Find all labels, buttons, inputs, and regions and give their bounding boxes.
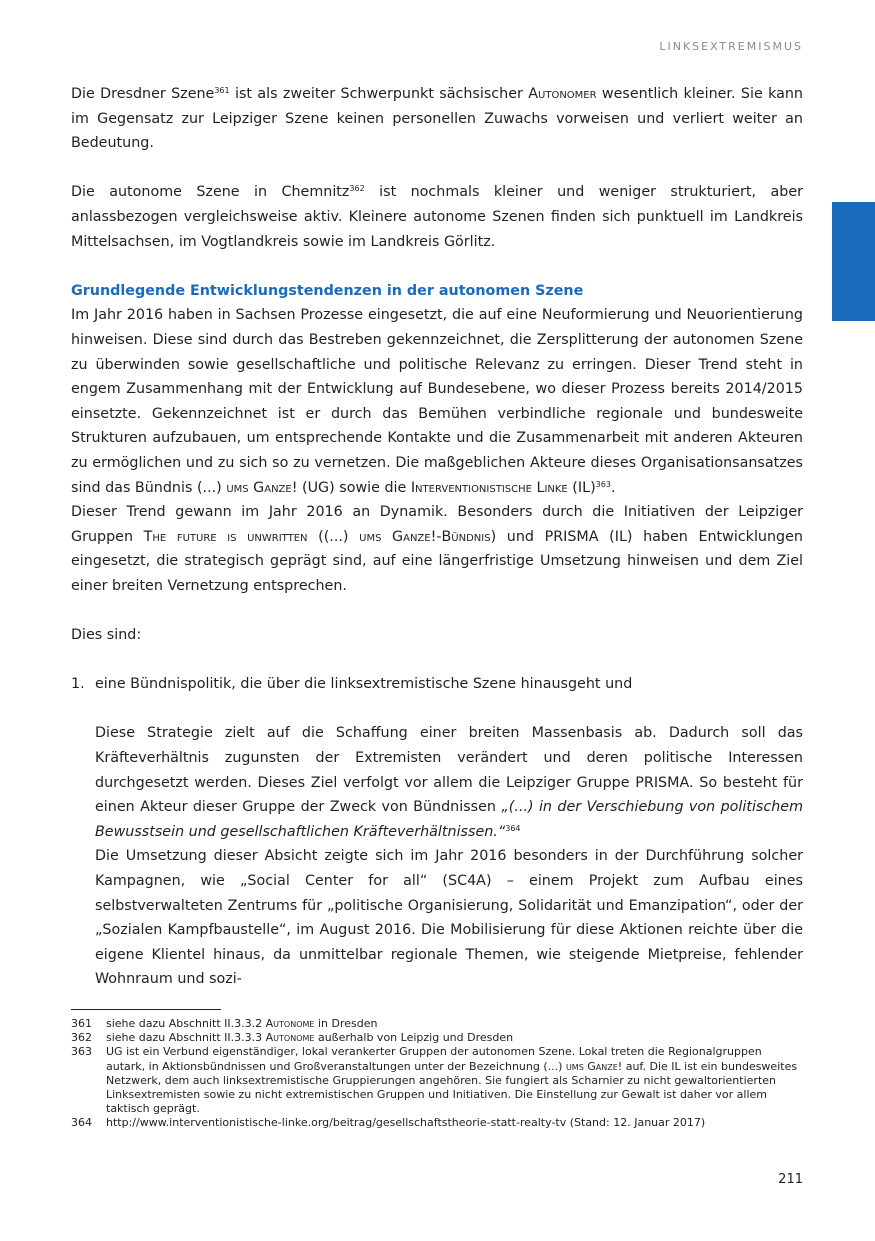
- list-number: 1.: [71, 676, 85, 693]
- paragraph: Dies sind:: [71, 627, 142, 644]
- paragraph: Die Umsetzung dieser Absicht zeigte sich im Jahr 2016 besonders in der Durchführung solcher Kampagnen, wie „Social Center for all“ (SC4A) – einem Projekt zum Aufbau eines selbstverwalteten Zentrums für „politische Organisierung, Solidarität und Emanzipation“, oder der „Sozialen Kampfbaustelle“, im August 2016. Die Mobilisierung für diese Aktionen reichte über die eigene Klientel hinaus, da unmittelbar regionale Themen, wie steigende Mietpreise, fehlender Wohnraum und sozi-: [95, 848, 803, 988]
- quote: „(...) in der Verschiebung von politischem Bewusstsein und gesellschaftlichen Kräfteverhältnissen.“: [95, 799, 804, 840]
- paragraph: Die Dresdner Szene$^{361}$ ist als zweiter Schwerpunkt sächsischer Autonomer wesentlich kleiner. Sie kann im Gegensatz zur Leipziger Szene keinen personellen Zuwachs vorweisen und verliert weiter an Bedeutung.: [71, 86, 803, 152]
- footnote: 364 http://www.interventionistische-linke.org/beitrag/gesellschaftstheorie-statt-realty-tv (Stand: 12. Januar 2017): [71, 1116, 803, 1130]
- footnote-divider: [71, 1009, 221, 1010]
- footnote-link[interactable]: http://www.interventionistische-linke.org/beitrag/gesellschaftstheorie-statt-realty-tv (Stand: 12. Januar 2017): [106, 1116, 706, 1130]
- footnotes: [71, 1017, 803, 1131]
- running-header: LINKSEXTREMISMUS: [659, 40, 803, 53]
- footnote: 363 UG ist ein Verbund eigenständiger, lokal verankerter Gruppen der autonomen Szene. Lokal treten die Regionalgruppen autark, in Aktionsbündnissen und Großveranstaltungen unter der Bezeichnung (...) ums Ganze! auf. Die IL ist ein bundesweites Netzwerk, dem auch linksextremistische Gruppierungen angehören. Sie fungiert als Scharnier zu nicht gewaltorientierten Linksextremisten sowie zu nicht extremistischen Gruppen und Initiativen. Die Einstellung zur Gewalt ist daher vor allem taktisch geprägt.: [71, 1045, 798, 1116]
- paragraph: Dieser Trend gewann im Jahr 2016 an Dynamik. Besonders durch die Initiativen der Leipziger Gruppen The future is unwritten ((...) ums Ganze!-Bündnis) und PRISMA (IL) haben Entwicklungen eingesetzt, die strategisch geprägt sind, auf eine längerfristige Umsetzung hinweisen und dem Ziel einer breiten Vernetzung entsprechen.: [71, 504, 803, 594]
- main-content: [71, 82, 803, 992]
- list-text: eine Bündnispolitik, die über die linksextremistische Szene hinausgeht und: [95, 676, 633, 693]
- footnote-ref[interactable]: 362: [349, 184, 365, 194]
- footnote-ref[interactable]: 364: [505, 823, 521, 833]
- footnote-ref[interactable]: 363: [595, 479, 611, 489]
- page-number: 211: [778, 1172, 803, 1187]
- section-heading: Grundlegende Entwicklungstendenzen in der autonomen Szene: [71, 282, 584, 299]
- footnote: 361 siehe dazu Abschnitt II.3.3.2 Autonome in Dresden: [71, 1017, 378, 1030]
- paragraph: Im Jahr 2016 haben in Sachsen Prozesse eingesetzt, die auf eine Neuformierung und Neuorientierung hinweisen. Diese sind durch das Bestreben gekennzeichnet, die Zersplitterung der autonomen Szene zu überwinden sowie gesellschaftliche und politische Relevanz zu erringen. Dieser Trend steht in engem Zusammenhang mit der Entwicklung auf Bundesebene, wo dieser Prozess bereits 2014/2015 einsetzte. Gekennzeichnet ist er durch das Bemühen verbindliche regionale und bundesweite Strukturen aufzubauen, um entsprechende Kontakte und die Zusammenarbeit mit anderen Akteuren zu ermöglichen und zu sich so zu vernetzen. Die maßgeblichen Akteure dieses Organisationsansatzes sind das Bündnis (...) ums Ganze! (UG) sowie die Interventionistische Linke (IL)$^{363}$.: [71, 307, 803, 496]
- chapter-tab: [832, 202, 875, 321]
- paragraph: Diese Strategie zielt auf die Schaffung einer breiten Massenbasis ab. Dadurch soll das Kräfteverhältnis zugunsten der Extremisten verändert und deren politische Interessen durchgesetzt werden. Dieses Ziel verfolgt vor allem die Leipziger Gruppe PRISMA. So besteht für einen Akteur dieser Gruppe der Zweck von Bündnissen „(...) in der Verschiebung von politischem Bewusstsein und gesellschaftlichen Kräfteverhältnissen.“$^{364}$: [95, 725, 804, 840]
- footnote: 362 siehe dazu Abschnitt II.3.3.3 Autonome außerhalb von Leipzig und Dresden: [71, 1031, 514, 1045]
- footnote-ref[interactable]: 361: [214, 86, 230, 95]
- list-item: [71, 672, 803, 697]
- paragraph: Die autonome Szene in Chemnitz$^{362}$ ist nochmals kleiner und weniger strukturiert, aber anlassbezogen vergleichsweise aktiv. Kleinere autonome Szenen finden sich punktuell im Landkreis Mittelsachsen, im Vogtlandkreis sowie im Landkreis Görlitz.: [71, 184, 803, 250]
